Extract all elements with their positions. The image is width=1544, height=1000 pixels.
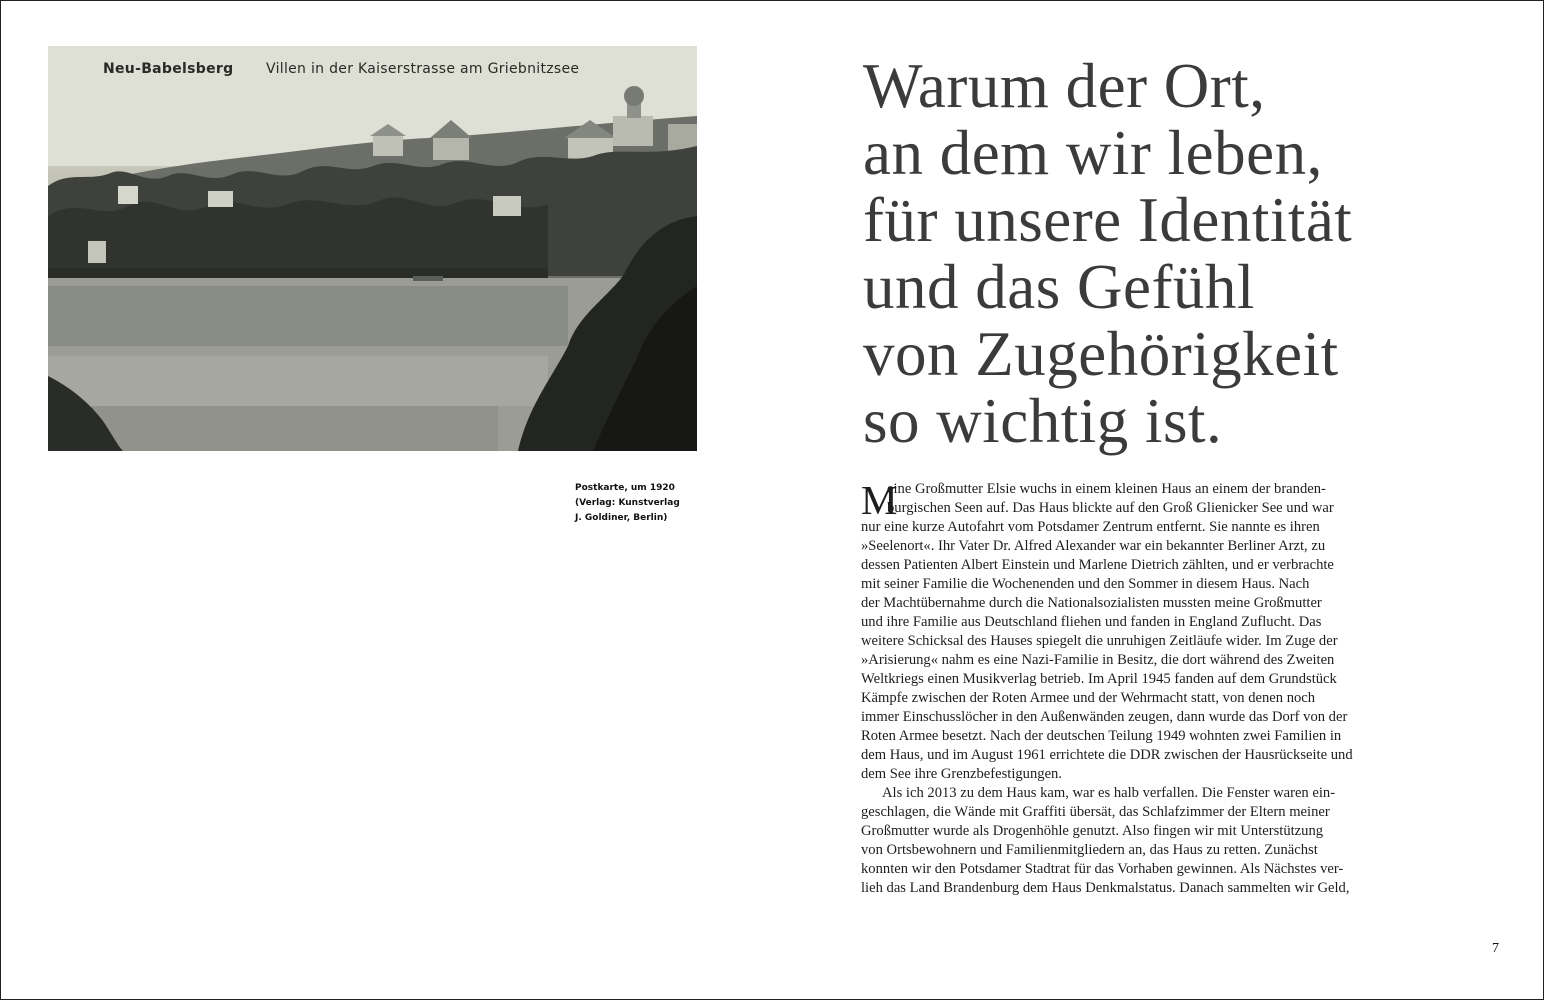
body-line: Kämpfe zwischen der Roten Armee und der Wehrmacht statt, von denen noch <box>861 690 1316 706</box>
body-line: lieh das Land Brandenburg dem Haus Denkmalstatus. Danach sammelten wir Geld, <box>861 880 1350 896</box>
postcard-title-left: Neu-Babelsberg <box>103 61 234 77</box>
body-text <box>861 477 1361 898</box>
page-number: 7 <box>1492 941 1499 956</box>
headline-line: so wichtig ist. <box>863 386 1223 456</box>
headline-line: und das Gefühl <box>863 252 1255 322</box>
body-line: Großmutter wurde als Drogenhöhle genutzt. Also fingen wir mit Unterstützung <box>861 823 1324 839</box>
headline-line: von Zugehörigkeit <box>863 319 1339 389</box>
headline-line: Warum der Ort, <box>863 51 1266 121</box>
body-line: der Machtübernahme durch die Nationalsozialisten mussten meine Großmutter <box>861 595 1322 611</box>
body-line: dessen Patienten Albert Einstein und Marlene Dietrich zählten, und er verbrachte <box>861 557 1334 573</box>
caption-line: (Verlag: Kunstverlag <box>575 498 680 508</box>
body-line: »Seelenort«. Ihr Vater Dr. Alfred Alexander war ein bekannter Berliner Arzt, zu <box>861 538 1326 554</box>
caption-line: Postkarte, um 1920 <box>575 483 675 493</box>
body-line: »Arisierung« nahm es eine Nazi-Familie in Besitz, die dort während des Zweiten <box>861 652 1335 668</box>
postcard-title-right: Villen in der Kaiserstrasse am Griebnitzsee <box>266 61 580 77</box>
body-line: konnten wir den Potsdamer Stadtrat für das Vorhaben gewinnen. Als Nächstes ver- <box>861 861 1344 877</box>
lake-villas-illustration <box>48 46 697 451</box>
dropcap-paragraph-start <box>861 477 1361 523</box>
caption-line: J. Goldiner, Berlin) <box>575 513 668 523</box>
postcard-photo <box>48 46 697 451</box>
body-line: eine Großmutter Elsie wuchs in einem kleinen Haus an einem der branden- <box>887 481 1326 497</box>
body-line: Weltkriegs einen Musikverlag betrieb. Im April 1945 fanden auf dem Grundstück <box>861 671 1337 687</box>
drop-cap: M <box>861 477 898 523</box>
body-line: nur eine kurze Autofahrt vom Potsdamer Zentrum entfernt. Sie nannte es ihren <box>861 519 1320 535</box>
body-line: Roten Armee besetzt. Nach der deutschen Teilung 1949 wohnten zwei Familien in <box>861 728 1342 744</box>
body-line: mit seiner Familie die Wochenenden und den Sommer in diesem Haus. Nach <box>861 576 1310 592</box>
body-line: burgischen Seen auf. Das Haus blickte auf den Groß Glienicker See und war <box>887 500 1334 516</box>
body-line: dem See ihre Grenzbefestigungen. <box>861 766 1062 782</box>
body-line: geschlagen, die Wände mit Graffiti übersät, das Schlafzimmer der Eltern meiner <box>861 804 1330 820</box>
headline-line: für unsere Identität <box>863 185 1353 255</box>
headline-line: an dem wir leben, <box>863 118 1323 188</box>
body-line: immer Einschusslöcher in den Außenwänden zeugen, dann wurde das Dorf von der <box>861 709 1348 725</box>
body-line: von Ortsbewohnern und Familienmitgliedern an, das Haus zu retten. Zunächst <box>861 842 1318 858</box>
body-line: Als ich 2013 zu dem Haus kam, war es halb verfallen. Die Fenster waren ein- <box>882 785 1336 801</box>
body-line: weitere Schicksal des Hauses spiegelt die unruhigen Zeitläufe wider. Im Zuge der <box>861 633 1338 649</box>
headline <box>863 53 1463 455</box>
photo-caption <box>575 481 715 526</box>
body-line: dem Haus, und im August 1961 errichtete die DDR zwischen der Hausrückseite und <box>861 747 1353 763</box>
body-line: und ihre Familie aus Deutschland fliehen und fanden in England Zuflucht. Das <box>861 614 1322 630</box>
